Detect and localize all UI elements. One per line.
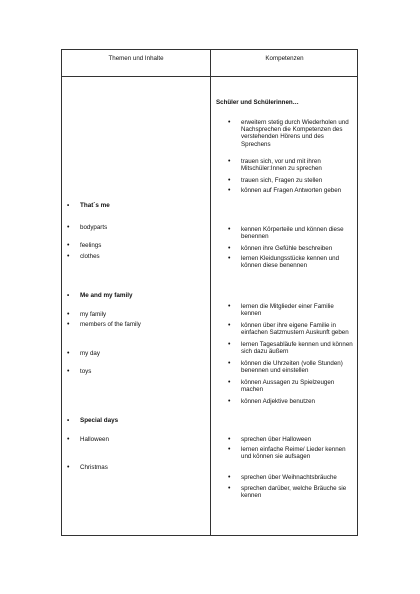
header-kompetenzen: Kompetenzen xyxy=(265,55,304,62)
themen-cell xyxy=(62,77,210,535)
competence-item: • sprechen darüber, welche Bräuche sie kennen xyxy=(241,485,353,499)
section-heading-text: Me and my family xyxy=(80,292,133,299)
list-item: • feelings xyxy=(80,242,101,249)
bullet-icon: • xyxy=(67,417,70,424)
list-item: • my family xyxy=(80,311,106,318)
competence-item: • können über ihre eigene Familie in einfachen Satzmustern Auskunft geben xyxy=(241,322,353,336)
competence-item: • lernen Kleidungsstücke kennen und können diese benennen xyxy=(241,255,353,269)
competence-item: • trauen sich, Fragen zu stellen xyxy=(241,177,353,184)
competence-item: • erweitern stetig durch Wiederholen und Nachsprechen die Kompetenzen des verstehenden Hörens und des Sprechens xyxy=(241,119,353,148)
competence-item: • lernen die Mitglieder einer Familie kennen xyxy=(241,303,353,317)
competence-item: • trauen sich, vor und mit ihren Mitschüler:Innen zu sprechen xyxy=(241,158,353,172)
competence-item: • können ihre Gefühle beschreiben xyxy=(241,245,353,252)
list-item: • clothes xyxy=(80,253,100,260)
competence-item: • kennen Körperteile und können diese benennen xyxy=(241,226,353,240)
competence-item: • können die Uhrzeiten (volle Stunden) benennen und einstellen xyxy=(241,360,353,374)
competence-item: • sprechen über Weihnachtsbräuche xyxy=(241,474,353,481)
bullet-icon: • xyxy=(67,202,70,209)
section-heading-special-days xyxy=(67,417,119,424)
competence-item: • können Aussagen zu Spielzeugen machen xyxy=(241,379,353,393)
competence-item: • sprechen über Halloween xyxy=(241,436,353,443)
bullet-icon: • xyxy=(67,292,70,299)
section-heading-text: That´s me xyxy=(80,202,110,209)
list-item: • bodyparts xyxy=(80,224,107,231)
competence-item: • lernen einfache Reime/ Lieder kennen und können sie aufsagen xyxy=(241,446,353,460)
list-item: • members of the family xyxy=(80,321,141,328)
competence-item: • können auf Fragen Antworten geben xyxy=(241,187,353,194)
section-heading-me-and-my-family xyxy=(67,292,133,299)
section-heading-text: Special days xyxy=(80,417,119,424)
section-heading-thats-me xyxy=(67,202,110,209)
list-item: • Halloween xyxy=(80,436,109,443)
curriculum-table xyxy=(61,49,358,536)
competence-item: • können Adjektive benutzen xyxy=(241,398,353,405)
competence-item: • lernen Tagesabläufe kennen und können sich dazu äußern xyxy=(241,341,353,355)
list-item: • my day xyxy=(80,350,100,357)
list-item: • toys xyxy=(80,368,91,375)
intro-text: Schüler und Schülerinnen… xyxy=(216,99,299,106)
kompetenzen-cell xyxy=(211,77,358,535)
header-themen: Themen und Inhalte xyxy=(108,55,164,62)
list-item: • Christmas xyxy=(80,464,108,471)
